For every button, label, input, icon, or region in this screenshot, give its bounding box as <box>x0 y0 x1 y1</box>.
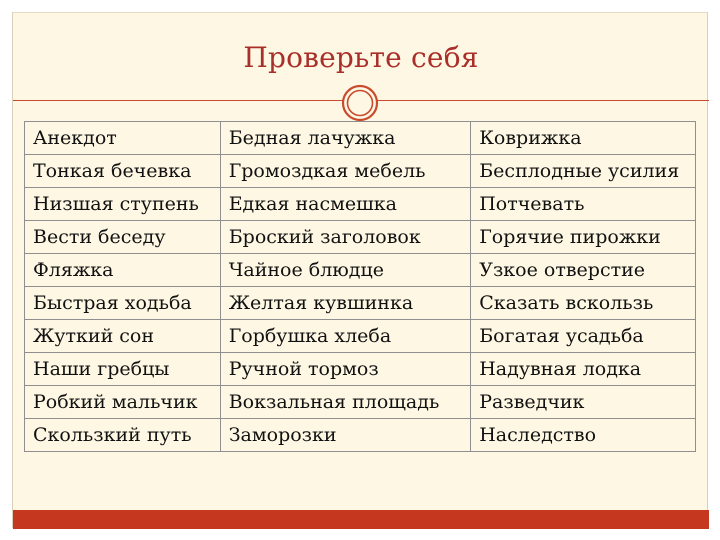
table-cell: Наши гребцы <box>25 353 221 386</box>
table-row <box>25 254 696 287</box>
table-cell: Коврижка <box>471 122 696 155</box>
double-ring-ornament-icon <box>341 84 379 122</box>
table-row <box>25 188 696 221</box>
table-cell: Бедная лачужка <box>220 122 471 155</box>
table-row <box>25 320 696 353</box>
table-cell: Сказать вскользь <box>471 287 696 320</box>
table-row <box>25 221 696 254</box>
table-cell: Разведчик <box>471 386 696 419</box>
table-cell: Вокзальная площадь <box>220 386 471 419</box>
table-cell: Надувная лодка <box>471 353 696 386</box>
title-divider-right <box>377 100 709 101</box>
table-row <box>25 353 696 386</box>
table-cell: Потчевать <box>471 188 696 221</box>
table-cell: Ручной тормоз <box>220 353 471 386</box>
table-cell: Богатая усадьба <box>471 320 696 353</box>
table-cell: Тонкая бечевка <box>25 155 221 188</box>
slide <box>12 12 708 528</box>
table-cell: Бесплодные усилия <box>471 155 696 188</box>
table-cell: Узкое отверстие <box>471 254 696 287</box>
table-row <box>25 155 696 188</box>
table-cell: Желтая кувшинка <box>220 287 471 320</box>
table-cell: Едкая насмешка <box>220 188 471 221</box>
table-cell: Наследство <box>471 419 696 452</box>
bottom-accent-bar <box>13 510 709 529</box>
table-cell: Горячие пирожки <box>471 221 696 254</box>
word-table <box>24 121 696 452</box>
table-cell: Громоздкая мебель <box>220 155 471 188</box>
table-cell: Заморозки <box>220 419 471 452</box>
table-row <box>25 419 696 452</box>
title-divider-left <box>13 100 345 101</box>
table-cell: Горбушка хлеба <box>220 320 471 353</box>
table-cell: Вести беседу <box>25 221 221 254</box>
table-cell: Жуткий сон <box>25 320 221 353</box>
slide-title: Проверьте себя <box>243 41 479 74</box>
table-cell: Чайное блюдце <box>220 254 471 287</box>
table-cell: Анекдот <box>25 122 221 155</box>
table-row <box>25 287 696 320</box>
table-cell: Фляжка <box>25 254 221 287</box>
table-cell: Робкий мальчик <box>25 386 221 419</box>
table-cell: Скользкий путь <box>25 419 221 452</box>
table-cell: Низшая ступень <box>25 188 221 221</box>
table-row <box>25 386 696 419</box>
table-cell: Броский заголовок <box>220 221 471 254</box>
word-table-body <box>25 122 696 452</box>
table-cell: Быстрая ходьба <box>25 287 221 320</box>
table-row <box>25 122 696 155</box>
